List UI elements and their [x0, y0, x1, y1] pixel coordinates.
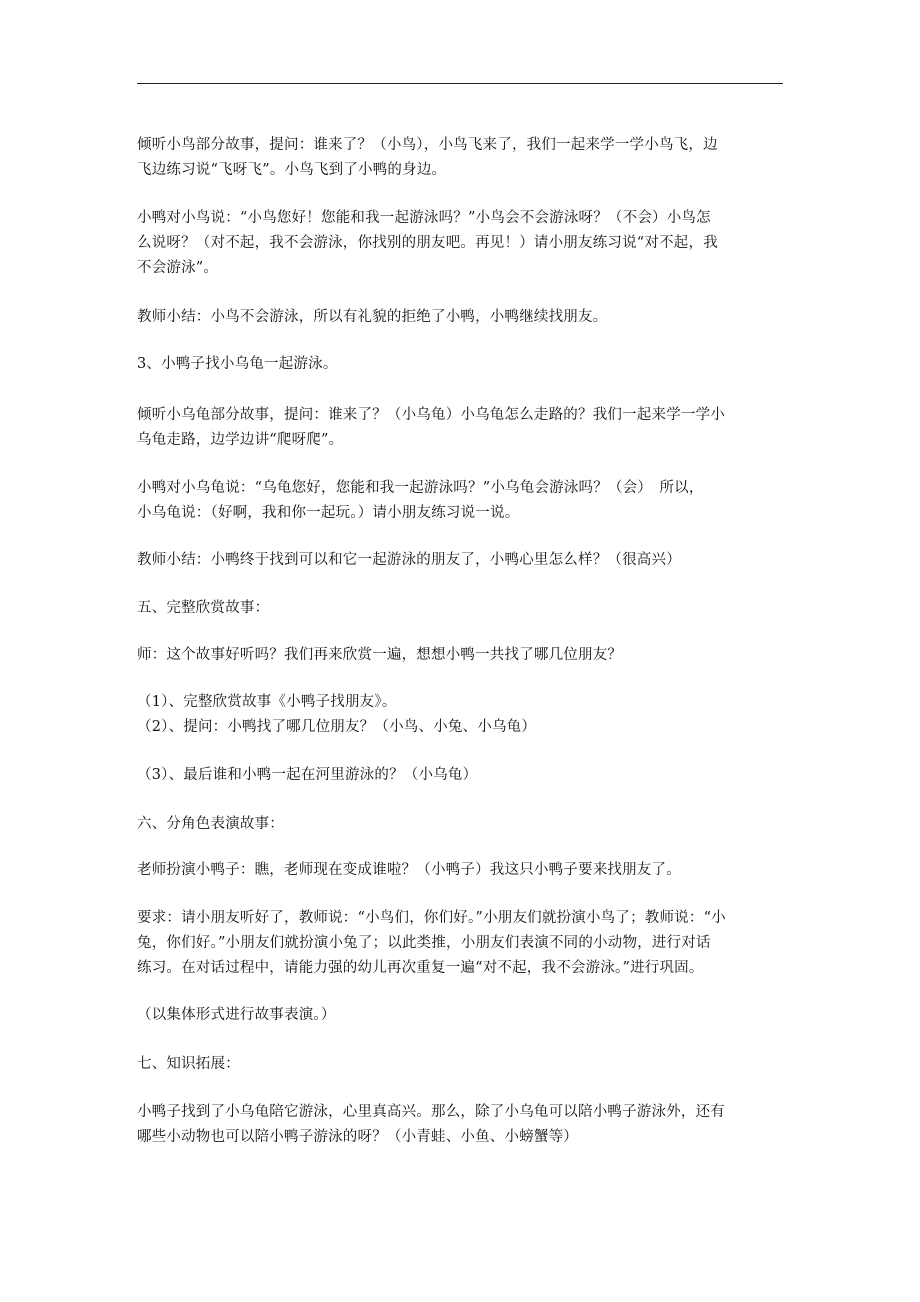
- paragraph: [137, 763, 787, 788]
- text-line: 五、完整欣赏故事：: [137, 600, 270, 616]
- text-line: 兔，你们好。”小朋友们就扮演小兔了；以此类推，小朋友们表演不同的小动物，进行对话: [137, 935, 711, 951]
- text-line: 要求：请小朋友听好了，教师说：“小鸟们，你们好。”小朋友们就扮演小鸟了；教师说：“小: [137, 910, 726, 926]
- paragraph: [137, 643, 787, 668]
- paragraph: [137, 352, 787, 377]
- paragraph: [137, 812, 787, 837]
- text-line: 练习。在对话过程中，请能力强的幼儿再次重复一遍“对不起，我不会游泳。”进行巩固。: [137, 960, 704, 976]
- text-line: （2）、提问：小鸭找了哪几位朋友？（小鸟、小兔、小乌龟）: [137, 719, 537, 735]
- paragraph: [137, 476, 787, 526]
- paragraph: [137, 858, 787, 883]
- text-line: 小鸭子找到了小乌龟陪它游泳，心里真高兴。那么，除了小乌龟可以陪小鸭子游泳外，还有: [137, 1104, 725, 1120]
- header-rule: [137, 83, 783, 84]
- text-line: 倾听小鸟部分故事，提问：谁来了？（小鸟），小鸟飞来了，我们一起来学一学小鸟飞，边: [137, 137, 718, 153]
- paragraph: [137, 548, 787, 573]
- text-line: 3、小鸭子找小乌龟一起游泳。: [137, 356, 338, 372]
- text-line: 么说呀？（对不起，我不会游泳，你找别的朋友吧。再见！）请小朋友练习说“对不起，我: [137, 235, 718, 251]
- paragraph: [137, 1003, 787, 1028]
- text-line: （以集体形式进行故事表演。）: [137, 1007, 336, 1023]
- paragraph: [137, 690, 787, 740]
- text-line: 不会游泳”。: [137, 260, 219, 276]
- paragraph: [137, 305, 787, 330]
- paragraph: [137, 1100, 787, 1150]
- text-line: 老师扮演小鸭子：瞧，老师现在变成谁啦？（小鸭子）我这只小鸭子要来找朋友了。: [137, 862, 681, 878]
- text-line: 师：这个故事好听吗？我们再来欣赏一遍，想想小鸭一共找了哪几位朋友？: [137, 647, 623, 663]
- text-line: 乌龟走路，边学边讲“爬呀爬”。: [137, 432, 344, 448]
- text-line: 小乌龟说：（好啊，我和你一起玩。）请小朋友练习说一说。: [137, 505, 520, 521]
- paragraph: [137, 403, 787, 453]
- text-line: （3）、最后谁和小鸭一起在河里游泳的？（小乌龟）: [137, 767, 478, 783]
- text-line: 倾听小乌龟部分故事，提问：谁来了？（小乌龟）小乌龟怎么走路的？我们一起来学一学小: [137, 407, 725, 423]
- text-line: 飞边练习说“飞呀飞”。小鸟飞到了小鸭的身边。: [137, 162, 447, 178]
- paragraph: [137, 133, 787, 183]
- paragraph: [137, 906, 787, 981]
- text-line: （1）、完整欣赏故事《小鸭子找朋友》。: [137, 694, 397, 710]
- paragraph: [137, 206, 787, 281]
- text-line: 七、知识拓展：: [137, 1056, 240, 1072]
- text-line: 教师小结：小鸭终于找到可以和它一起游泳的朋友了，小鸭心里怎么样？（很高兴）: [137, 552, 681, 568]
- text-line: 小鸭对小鸟说：“小鸟您好！您能和我一起游泳吗？”小鸟会不会游泳呀？（不会）小鸟怎: [137, 210, 711, 226]
- text-line: 小鸭对小乌龟说：“乌龟您好，您能和我一起游泳吗？”小乌龟会游泳吗？（会） 所以，: [137, 480, 704, 496]
- text-line: 六、分角色表演故事：: [137, 816, 284, 832]
- paragraph: [137, 1052, 787, 1077]
- text-line: 教师小结：小鸟不会游泳，所以有礼貌的拒绝了小鸭，小鸭继续找朋友。: [137, 309, 608, 325]
- paragraph: [137, 596, 787, 621]
- text-line: 哪些小动物也可以陪小鸭子游泳的呀？（小青蛙、小鱼、小螃蟹等）: [137, 1129, 578, 1145]
